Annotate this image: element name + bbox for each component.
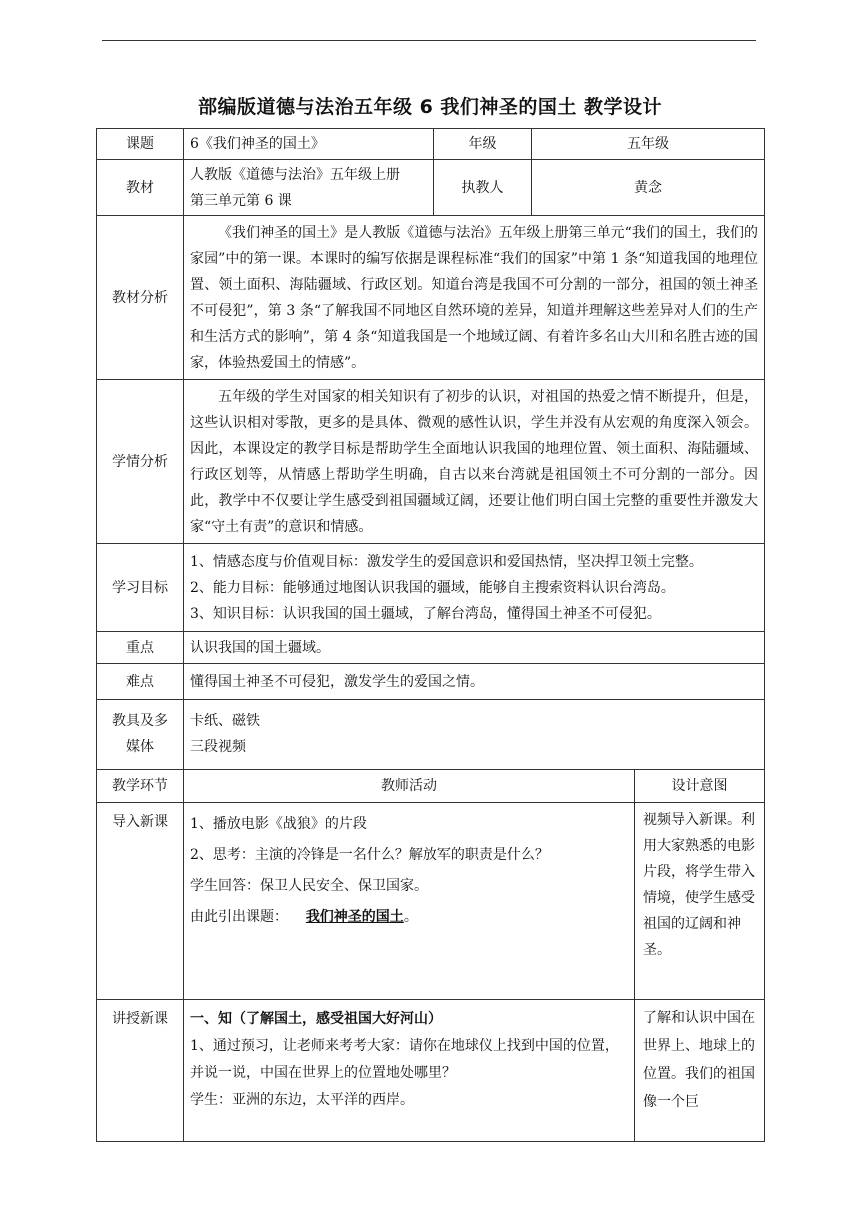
intro-line-3: 学生回答：保卫人民安全、保卫国家。 <box>190 877 428 894</box>
material-line-2: 第三单元第 6 课 <box>190 192 292 209</box>
intro-intent: 视频导入新课。利用大家熟悉的电影片段，将学生带入情境，使学生感受祖国的辽阔和神圣。 <box>635 802 765 999</box>
row-key-point <box>97 632 765 664</box>
goal-item: 2、能力目标：能够通过地图认识我国的疆域，能够自主搜索资料认识台湾岛。 <box>190 579 675 596</box>
grade-value: 五年级 <box>532 129 765 160</box>
lecture-heading: 一、知（了解国土，感受祖国大好河山） <box>190 1010 442 1027</box>
row-process-header <box>97 769 765 802</box>
topic-value: 6《我们神圣的国土》 <box>184 129 434 160</box>
difficulty-label: 难点 <box>97 664 184 699</box>
row-difficulty <box>97 664 765 699</box>
difficulty-text: 懂得国土神圣不可侵犯，激发学生的爱国之情。 <box>184 664 765 699</box>
intro-stage: 导入新课 <box>97 802 184 999</box>
header-rule <box>102 40 756 41</box>
row-intro <box>97 802 765 999</box>
learner-label: 学情分析 <box>97 380 184 544</box>
lecture-line-2: 学生：亚洲的东边，太平洋的西岸。 <box>190 1091 414 1108</box>
key-point-text: 认识我国的国土疆域。 <box>184 632 765 664</box>
goal-item: 1、情感态度与价值观目标：激发学生的爱国意识和爱国热情，坚决捍卫领土完整。 <box>190 553 703 570</box>
intro-topic-suffix: 。 <box>403 908 418 925</box>
intro-activity <box>184 802 635 999</box>
goals-label: 学习目标 <box>97 544 184 632</box>
goals-list <box>184 544 765 632</box>
analysis-text: 《我们神圣的国土》是人教版《道德与法治》五年级上册第三单元“我们的国土，我们的家园”中的第一课。本课时的编写依据是课程标准“我们的国家”中第 1 条“知道我国的地理位置、领土面积、海陆疆域、行政区划。知道台湾是我国不可分割的一部分，祖国的领土神圣不可侵犯”，第 3 条“了解我国不同地区自然环境的差异，知道并理解这些差异对人们的生产和生活方式的影响”，第 4 条“知道我国是一个地域辽阔、有着许多名山大川和名胜古迹的国家，体验热爱国土的情感”。 <box>184 216 765 380</box>
intent-header: 设计意图 <box>635 769 765 802</box>
lecture-line-1: 1、通过预习，让老师来考考大家：请你在地球仪上找到中国的位置，并说一说，中国在世界上的位置地处哪里？ <box>190 1037 619 1081</box>
row-analysis <box>97 216 765 380</box>
grade-label: 年级 <box>434 129 532 160</box>
intro-topic-prefix: 由此引出课题： <box>190 908 288 925</box>
media-label-line-2: 媒体 <box>126 739 154 756</box>
row-topic <box>97 129 765 160</box>
key-point-label: 重点 <box>97 632 184 664</box>
lecture-stage: 讲授新课 <box>97 999 184 1141</box>
lecture-intent: 了解和认识中国在世界上、地球上的位置。我们的祖国像一个巨 <box>635 999 765 1141</box>
media-label-line-1: 教具及多 <box>112 713 168 730</box>
teacher-label: 执教人 <box>434 160 532 216</box>
learner-text: 五年级的学生对国家的相关知识有了初步的认识，对祖国的热爱之情不断提升，但是，这些认识相对零散，更多的是具体、微观的感性认识，学生并没有从宏观的角度深入领会。因此，本课设定的教学目标是帮助学生全面地认识我国的地理位置、领土面积、海陆疆域、行政区划等，从情感上帮助学生明确，自古以来台湾就是祖国领土不可分割的一部分。因此，教学中不仅要让学生感受到祖国疆域辽阔，还要让他们明白国土完整的重要性并激发大家“守土有责”的意识和情感。 <box>184 380 765 544</box>
row-goals <box>97 544 765 632</box>
analysis-label: 教材分析 <box>97 216 184 380</box>
lesson-plan-table <box>96 128 765 1142</box>
media-text <box>184 699 765 769</box>
document-title: 部编版道德与法治五年级 6 我们神圣的国土 教学设计 <box>197 96 663 118</box>
media-line-1: 卡纸、磁铁 <box>190 713 260 730</box>
topic-label: 课题 <box>97 129 184 160</box>
row-media <box>97 699 765 769</box>
row-material <box>97 160 765 216</box>
intro-line-1: 1、播放电影《战狼》的片段 <box>190 815 367 832</box>
intro-topic-title: 我们神圣的国土 <box>305 908 404 925</box>
media-line-2: 三段视频 <box>190 739 246 756</box>
stage-header: 教学环节 <box>97 769 184 802</box>
intro-line-2: 2、思考：主演的冷锋是一名什么？解放军的职责是什么？ <box>190 846 549 863</box>
material-line-1: 人教版《道德与法治》五年级上册 <box>190 166 400 183</box>
activity-header: 教师活动 <box>184 769 635 802</box>
goal-item: 3、知识目标：认识我国的国土疆域，了解台湾岛，懂得国土神圣不可侵犯。 <box>190 605 661 622</box>
media-label <box>97 699 184 769</box>
material-label: 教材 <box>97 160 184 216</box>
teacher-value: 黄念 <box>532 160 765 216</box>
lecture-activity <box>184 999 635 1141</box>
material-value <box>184 160 434 216</box>
row-lecture <box>97 999 765 1141</box>
intro-line-4 <box>190 902 628 933</box>
row-learner <box>97 380 765 544</box>
